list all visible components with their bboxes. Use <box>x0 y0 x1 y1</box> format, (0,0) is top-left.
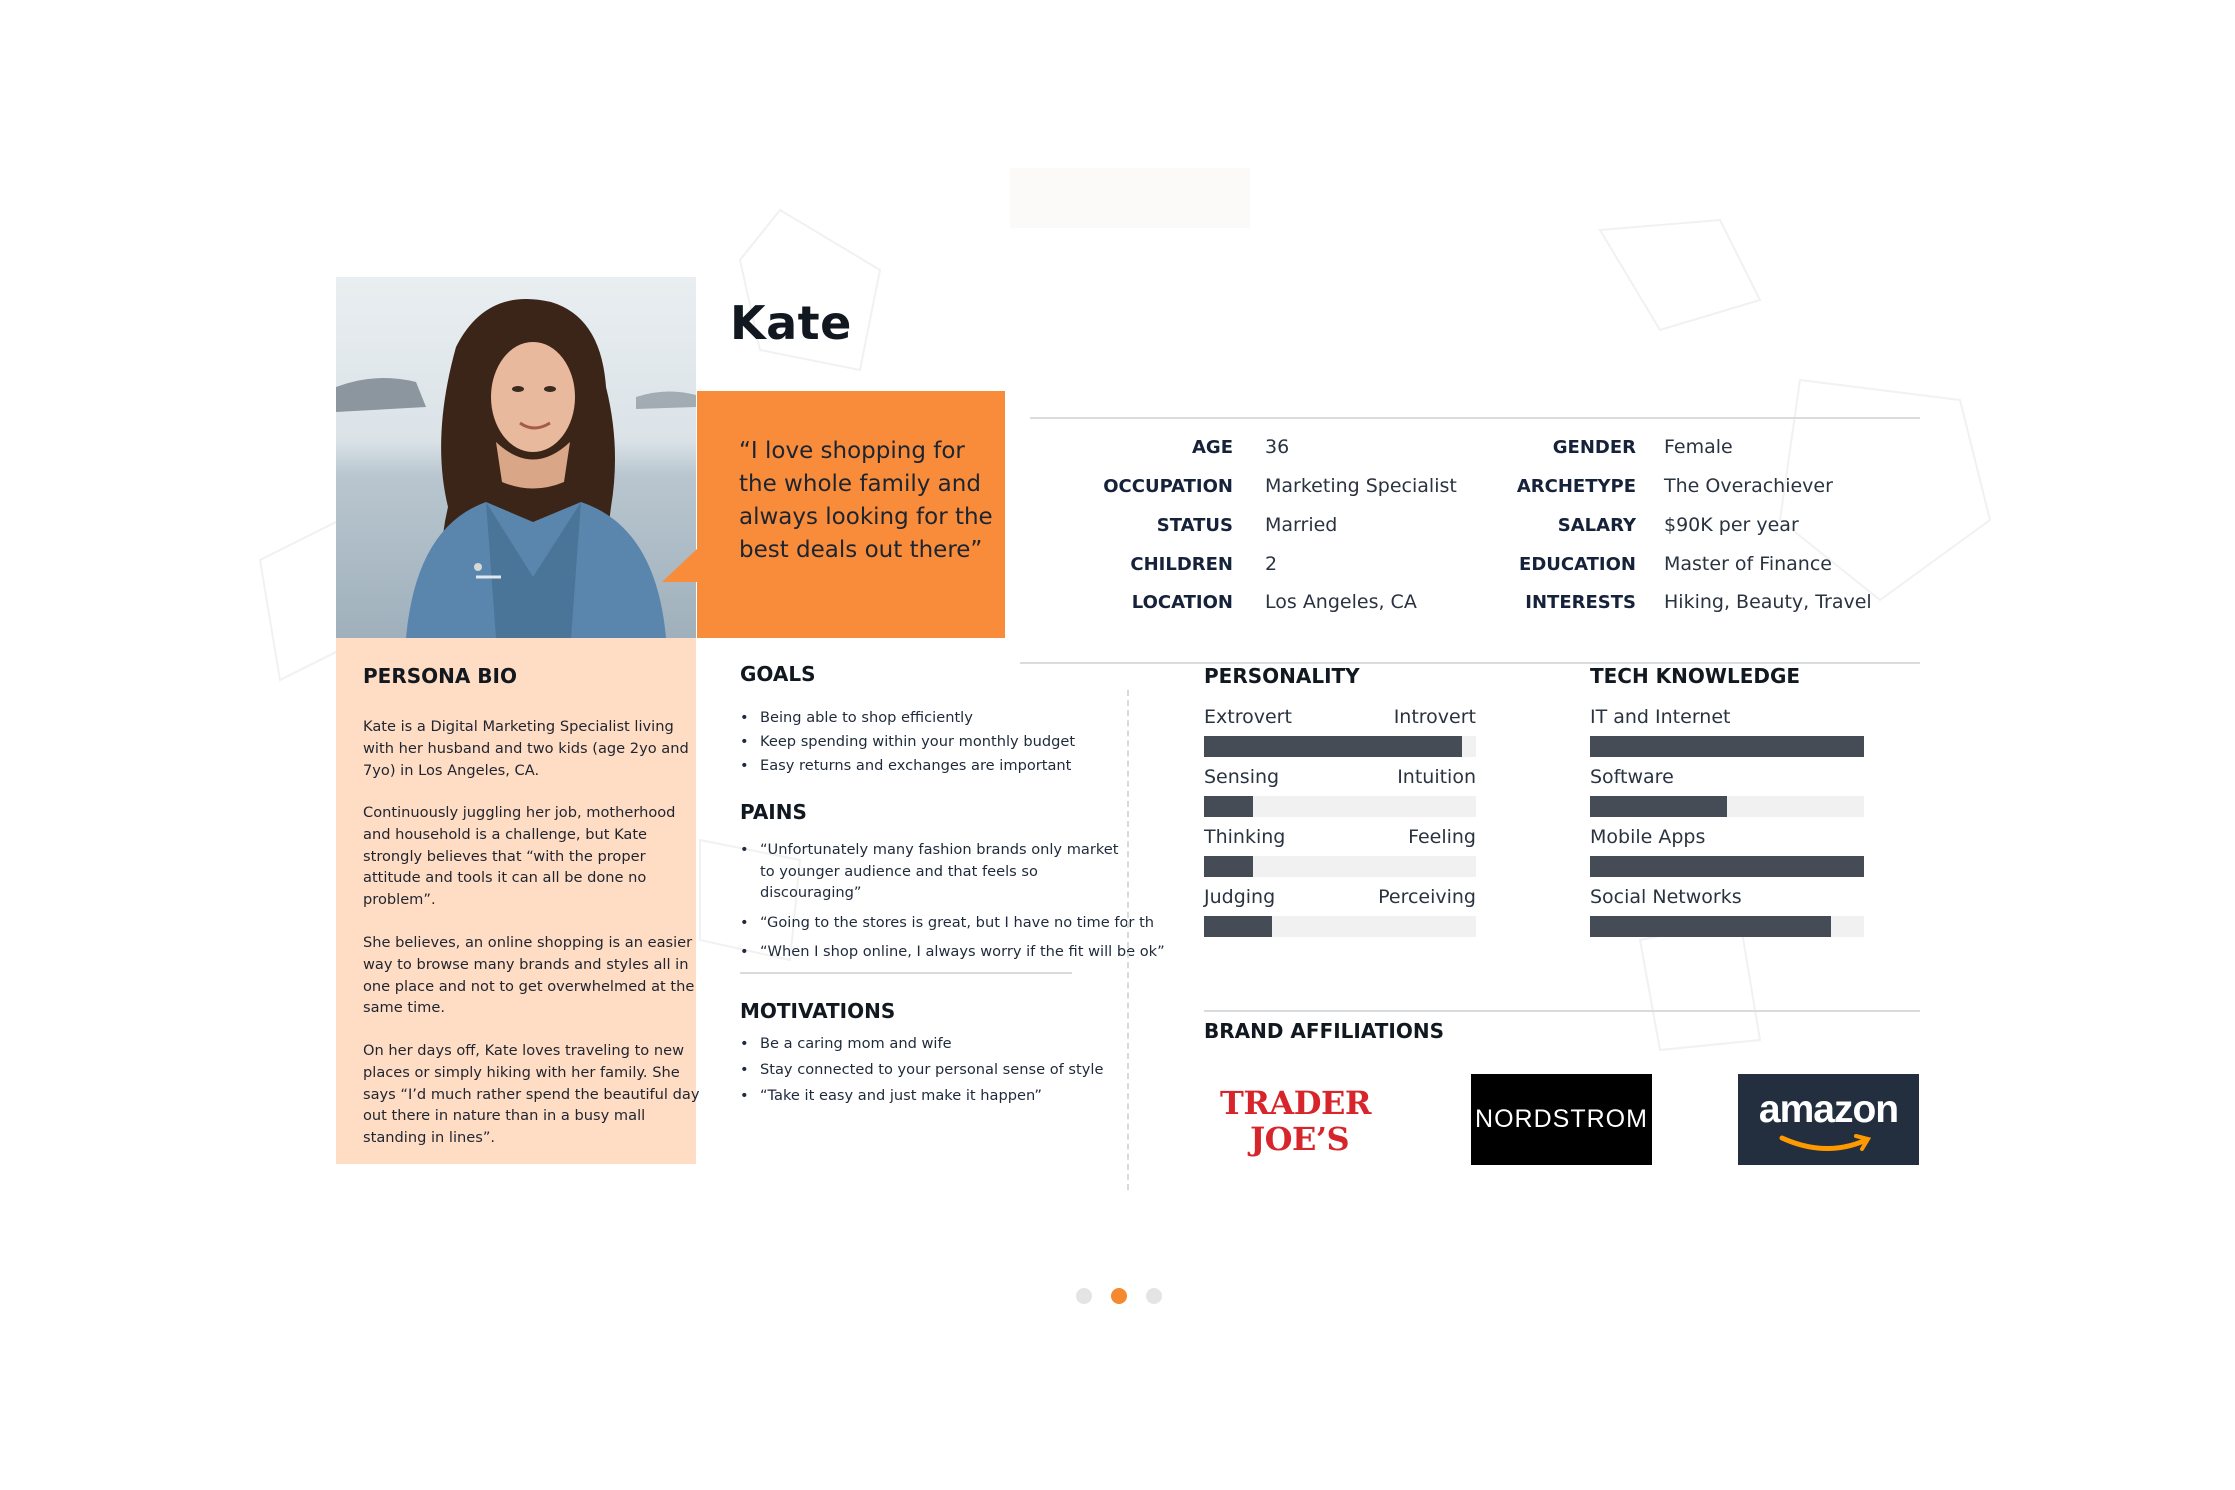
info-value-education: Master of Finance <box>1664 553 1832 575</box>
goals-item: • Being able to shop efficiently <box>760 707 973 729</box>
personality-bar-fill <box>1204 856 1253 877</box>
bio-line: She believes, an online shopping is an easier <box>363 934 693 951</box>
info-label-age: AGE <box>1191 437 1233 458</box>
tech-label: IT and Internet <box>1590 706 1731 728</box>
info-value-interests: Hiking, Beauty, Travel <box>1664 591 1872 613</box>
tech-bar-track <box>1590 736 1864 757</box>
motivations-title: MOTIVATIONS <box>740 999 896 1023</box>
info-label-location: LOCATION <box>1131 592 1233 613</box>
bio-paragraph <box>363 1040 700 1149</box>
trader-joes-line1: TRADER <box>1220 1084 1371 1122</box>
bio-paragraph <box>363 716 689 781</box>
personality-bar-track <box>1204 856 1476 877</box>
bio-line: places or simply hiking with her family. She <box>363 1063 680 1081</box>
goals-item: • Keep spending within your monthly budget <box>760 731 1075 753</box>
bio-line: with her husband and two kids (age 2yo and <box>363 739 689 757</box>
tech-bar-fill <box>1590 856 1864 877</box>
column-divider <box>1127 690 1129 1190</box>
quote-notch <box>662 548 698 582</box>
bio-line: Continuously juggling her job, motherhood <box>363 804 676 821</box>
info-label-interests: INTERESTS <box>1525 592 1636 613</box>
persona-quote: “I love shopping for the whole family and always looking for the best deals out there” <box>739 438 993 563</box>
tech-bar-track <box>1590 916 1864 937</box>
bio-paragraph <box>363 932 695 1019</box>
personality-bar-fill <box>1204 736 1462 757</box>
brands-divider <box>1204 1010 1920 1012</box>
info-value-occupation: Marketing Specialist <box>1265 475 1457 497</box>
info-label-education: EDUCATION <box>1519 554 1636 575</box>
nordstrom-logo: NORDSTROM <box>1471 1074 1652 1165</box>
tech-label: Software <box>1590 766 1674 788</box>
personality-bar-fill <box>1204 916 1272 937</box>
carousel-dot-2[interactable] <box>1111 1288 1127 1304</box>
tech-bar-track <box>1590 856 1864 877</box>
info-value-gender: Female <box>1664 436 1733 458</box>
tech-bar-fill <box>1590 916 1831 937</box>
pains-item: discouraging” <box>760 884 862 901</box>
info-value-archetype: The Overachiever <box>1664 475 1833 497</box>
bio-line: one place and not to get overwhelmed at the <box>363 977 695 995</box>
faint-header-box <box>1010 168 1250 228</box>
pains-item: • “When I shop online, I always worry if the fit will be ok” <box>760 941 1165 963</box>
tech-title: TECH KNOWLEDGE <box>1590 664 1801 688</box>
tech-bar-track <box>1590 796 1864 817</box>
amazon-wordmark: amazon <box>1758 1088 1899 1131</box>
bio-paragraph <box>363 802 683 911</box>
persona-photo <box>336 277 696 638</box>
trader-joes-line2: JOE’S <box>1250 1120 1350 1158</box>
personality-bar-fill <box>1204 796 1253 817</box>
bio-line: standing in lines”. <box>363 1129 496 1147</box>
tech-label: Social Networks <box>1590 886 1742 908</box>
bio-line: 7yo) in Los Angeles, CA. <box>363 761 540 779</box>
info-label-occupation: OCCUPATION <box>1103 476 1233 497</box>
trader-joes-logo <box>1206 1078 1381 1168</box>
pains-item: • “Unfortunately many fashion brands only market <box>760 839 1119 861</box>
personality-left-label: Extrovert <box>1204 706 1292 728</box>
bio-title: PERSONA BIO <box>363 664 517 688</box>
carousel-dot-3[interactable] <box>1146 1288 1162 1304</box>
bio-line: out there in nature than in a busy mall <box>363 1107 646 1125</box>
info-value-status: Married <box>1265 514 1338 536</box>
persona-name: Kate <box>730 296 852 350</box>
bio-line: same time. <box>363 999 445 1017</box>
motivations-item: • “Take it easy and just make it happen” <box>760 1085 1042 1107</box>
persona-bio <box>336 638 700 1164</box>
bio-line: Kate is a Digital Marketing Specialist living <box>363 718 674 735</box>
goals-title: GOALS <box>740 662 816 686</box>
tech-bar-fill <box>1590 736 1864 757</box>
persona-photo-image <box>336 277 696 638</box>
info-label-gender: GENDER <box>1552 437 1636 458</box>
pains-divider <box>740 972 1072 974</box>
personality-bar-track <box>1204 736 1476 757</box>
amazon-logo <box>1738 1074 1919 1165</box>
personality-bar-track <box>1204 796 1476 817</box>
motivations-item: • Be a caring mom and wife <box>760 1033 952 1055</box>
goals-item: • Easy returns and exchanges are important <box>760 755 1071 777</box>
info-top-divider <box>1030 417 1920 419</box>
bio-line: says “I’d much rather spend the beautiful day <box>363 1085 700 1103</box>
bio-line: problem”. <box>363 891 436 909</box>
personality-right-label: Introvert <box>1393 706 1476 728</box>
info-label-children: CHILDREN <box>1130 554 1233 575</box>
tech-label: Mobile Apps <box>1590 826 1706 848</box>
personality-title: PERSONALITY <box>1204 664 1360 688</box>
info-label-archetype: ARCHETYPE <box>1516 476 1636 497</box>
pains-item: • “Going to the stores is great, but I have no time for th <box>760 912 1154 934</box>
tech-bar-fill <box>1590 796 1727 817</box>
info-value-children: 2 <box>1265 553 1278 575</box>
info-label-salary: SALARY <box>1557 515 1636 536</box>
personality-bar-track <box>1204 916 1476 937</box>
personality-right-label: Intuition <box>1397 766 1476 788</box>
pains-item: to younger audience and that feels so <box>760 862 1038 880</box>
personality-left-label: Sensing <box>1204 766 1280 788</box>
pains-title: PAINS <box>740 800 807 824</box>
carousel-dot-1[interactable] <box>1076 1288 1092 1304</box>
brands-title: BRAND AFFILIATIONS <box>1204 1019 1445 1043</box>
amazon-smile-icon <box>1776 1132 1876 1156</box>
personality-left-label: Thinking <box>1204 826 1286 848</box>
persona-quote-box <box>697 391 1005 638</box>
info-value-salary: $90K per year <box>1664 514 1799 536</box>
bio-line: strongly believes that “with the proper <box>363 847 646 865</box>
bio-line: attitude and tools it can all be done no <box>363 869 647 887</box>
info-label-status: STATUS <box>1156 515 1233 536</box>
personality-left-label: Judging <box>1204 886 1276 908</box>
personality-right-label: Feeling <box>1408 826 1476 848</box>
info-value-age: 36 <box>1265 436 1290 458</box>
bio-line: On her days off, Kate loves traveling to new <box>363 1042 685 1059</box>
info-value-location: Los Angeles, CA <box>1265 591 1417 613</box>
bio-line: and household is a challenge, but Kate <box>363 825 648 843</box>
bio-line: way to browse many brands and styles all in <box>363 955 689 973</box>
motivations-item: • Stay connected to your personal sense of style <box>760 1059 1103 1081</box>
personality-right-label: Perceiving <box>1378 886 1476 908</box>
